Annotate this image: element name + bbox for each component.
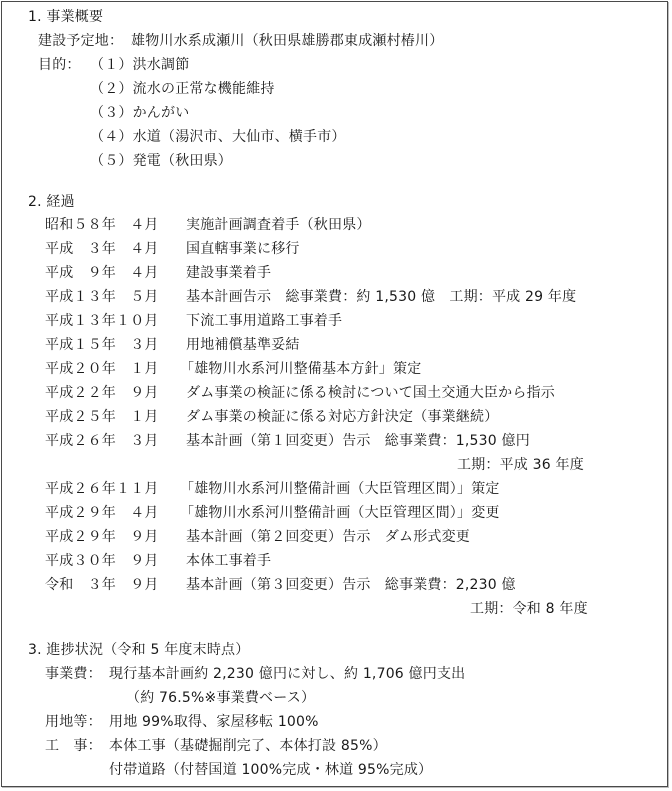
event-date: 平成２９年 ９月 [45, 529, 159, 545]
event-text: 実施計画調査着手（秋田県） [186, 217, 371, 233]
event-date: 平成２０年 １月 [45, 361, 159, 377]
works-sub: 付帯道路（付替国道 100%完成・林道 95%完成） [109, 762, 433, 778]
event-text: 基本計画（第１回変更）告示 総事業費：1,530 億円 [186, 433, 530, 449]
site-value: 雄物川水系成瀬川（秋田県雄勝郡東成瀬村椿川） [131, 33, 444, 49]
event-text: 国直轄事業に移行 [186, 241, 300, 257]
event-text: 下流工事用道路工事着手 [186, 313, 343, 329]
event-date: 平成２６年 ３月 [45, 433, 159, 449]
event-text: 「雄物川水系河川整備計画（大臣管理区間）」策定 [180, 481, 500, 497]
event-text: 基本計画（第２回変更）告示 ダム形式変更 [186, 529, 470, 545]
cost-note: （約 76.5%※事業費ベース） [126, 690, 316, 706]
purpose-item: （３）かんがい [90, 105, 190, 121]
section-heading-progress: 3. 進捗状況（令和 5 年度末時点） [28, 642, 250, 658]
event-text: 用地補償基準妥結 [186, 337, 300, 353]
event-text: 「雄物川水系河川整備計画（大臣管理区間）」変更 [180, 505, 500, 521]
land-value: 用地 99%取得、家屋移転 100% [109, 714, 319, 730]
event-text-continuation: 工期：令和 8 年度 [470, 601, 588, 617]
event-date: 平成１３年１０月 [45, 313, 159, 329]
event-date: 平成１５年 ３月 [45, 337, 159, 353]
event-date: 平成２６年１１月 [45, 481, 159, 497]
event-date: 平成 ３年 ４月 [45, 241, 159, 257]
event-date: 平成 ９年 ４月 [45, 265, 159, 281]
event-text-continuation: 工期：平成 36 年度 [457, 457, 584, 473]
event-text: 本体工事着手 [186, 553, 272, 569]
section-heading-history: 2. 経過 [28, 194, 75, 210]
event-date: 昭和５８年 ４月 [45, 217, 159, 233]
event-date: 平成２９年 ４月 [45, 505, 159, 521]
cost-value: 現行基本計画約 2,230 億円に対し、約 1,706 億円支出 [109, 666, 466, 682]
event-text: 基本計画（第３回変更）告示 総事業費：2,230 億 [186, 577, 516, 593]
event-text: ダム事業の検証に係る対応方針決定（事業継続） [186, 409, 499, 425]
event-date: 令和 ３年 ９月 [45, 577, 159, 593]
site-label: 建設予定地： [38, 33, 124, 49]
section-heading-overview: 1. 事業概要 [28, 9, 104, 25]
event-text: ダム事業の検証に係る検討について国土交通大臣から指示 [186, 385, 555, 401]
cost-label: 事業費： [45, 666, 102, 682]
event-date: 平成１３年 ５月 [45, 289, 159, 305]
event-text: 「雄物川水系河川整備基本方針」策定 [180, 361, 422, 377]
purpose-item: （４）水道（湯沢市、大仙市、横手市） [90, 129, 346, 145]
event-date: 平成２２年 ９月 [45, 385, 159, 401]
event-text: 基本計画告示 総事業費：約 1,530 億 工期：平成 29 年度 [186, 289, 577, 305]
land-label: 用地等： [45, 714, 102, 730]
purpose-item: （１）洪水調節 [90, 57, 190, 73]
event-text: 建設事業着手 [186, 265, 272, 281]
purpose-item: （５）発電（秋田県） [90, 153, 232, 169]
works-value: 本体工事（基礎掘削完了、本体打設 85%） [109, 738, 387, 754]
event-date: 平成２５年 １月 [45, 409, 159, 425]
purpose-label: 目的： [38, 57, 81, 73]
purpose-item: （２）流水の正常な機能維持 [90, 81, 275, 97]
event-date: 平成３０年 ９月 [45, 553, 159, 569]
works-label: 工 事： [45, 738, 102, 754]
